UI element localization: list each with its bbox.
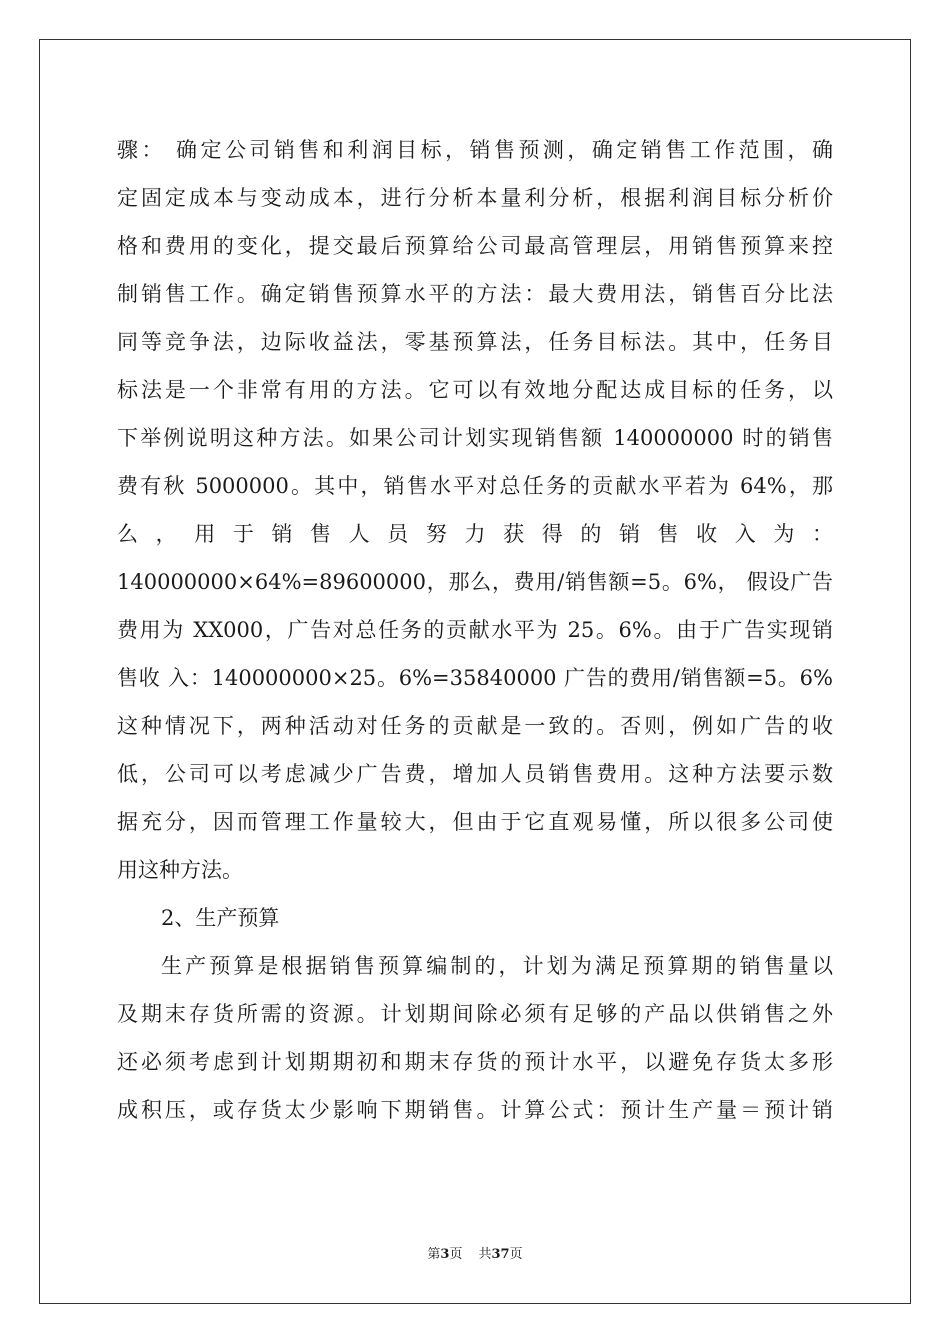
text-line: 低，公司可以考虑减少广告费，增加人员销售费用。这种方法要示数 bbox=[117, 762, 833, 786]
text-line: 还必须考虑到计划期期初和期末存货的预计水平，以避免存货太多形 bbox=[117, 1050, 833, 1074]
text-line: 骤： 确定公司销售和利润目标，销售预测，确定销售工作范围，确 bbox=[117, 138, 833, 162]
text-line: 同等竞争法，边际收益法，零基预算法，任务目标法。其中，任务目 bbox=[117, 330, 833, 354]
text-line: 生产预算是根据销售预算编制的，计划为满足预算期的销售量以 bbox=[161, 954, 833, 978]
footer-page-number: 3 bbox=[440, 1247, 450, 1262]
text-line: 用这种方法。 bbox=[117, 858, 243, 882]
text-line: 140000000×64%=89600000，那么，费用/销售额=5。6%， 假设广告 bbox=[117, 570, 833, 594]
text-line: 及期末存货所需的资源。计划期间除必须有足够的产品以供销售之外 bbox=[117, 1002, 833, 1026]
text-line: 下举例说明这种方法。如果公司计划实现销售额 140000000 时的销售 bbox=[117, 426, 833, 450]
text-line: 标法是一个非常有用的方法。它可以有效地分配达成目标的任务，以 bbox=[117, 378, 833, 402]
text-line: 费用为 XX000，广告对总任务的贡献水平为 25。6%。由于广告实现销 bbox=[117, 618, 833, 642]
text-line: 么 ， 用 于 销 售 人 员 努 力 获 得 的 销 售 收 入 为 ： bbox=[117, 522, 833, 546]
text-line: 定固定成本与变动成本，进行分析本量利分析，根据利润目标分析价 bbox=[117, 186, 833, 210]
text-line: 制销售工作。确定销售预算水平的方法：最大费用法，销售百分比法 bbox=[117, 282, 833, 306]
footer-total-pages: 37 bbox=[491, 1247, 510, 1262]
text-line: 成积压，或存货太少影响下期销售。计算公式：预计生产量＝预计销 bbox=[117, 1098, 833, 1122]
section-heading: 2、生产预算 bbox=[161, 906, 280, 930]
footer-page-prefix: 第 bbox=[427, 1247, 441, 1262]
footer-page-suffix: 页 bbox=[449, 1247, 463, 1262]
footer-total-suffix: 页 bbox=[509, 1247, 523, 1262]
text-line: 这种情况下，两种活动对任务的贡献是一致的。否则，例如广告的收 bbox=[117, 714, 833, 738]
page-footer bbox=[0, 1245, 950, 1265]
footer-total-prefix: 共 bbox=[478, 1247, 492, 1262]
text-line: 格和费用的变化，提交最后预算给公司最高管理层，用销售预算来控 bbox=[117, 234, 833, 258]
text-line: 据充分，因而管理工作量较大，但由于它直观易懂，所以很多公司使 bbox=[117, 810, 833, 834]
text-line: 费有秋 5000000。其中，销售水平对总任务的贡献水平若为 64%，那 bbox=[117, 474, 833, 498]
text-line: 售收 入：140000000×25。6%=35840000 广告的费用/销售额=5。6% bbox=[117, 666, 833, 690]
